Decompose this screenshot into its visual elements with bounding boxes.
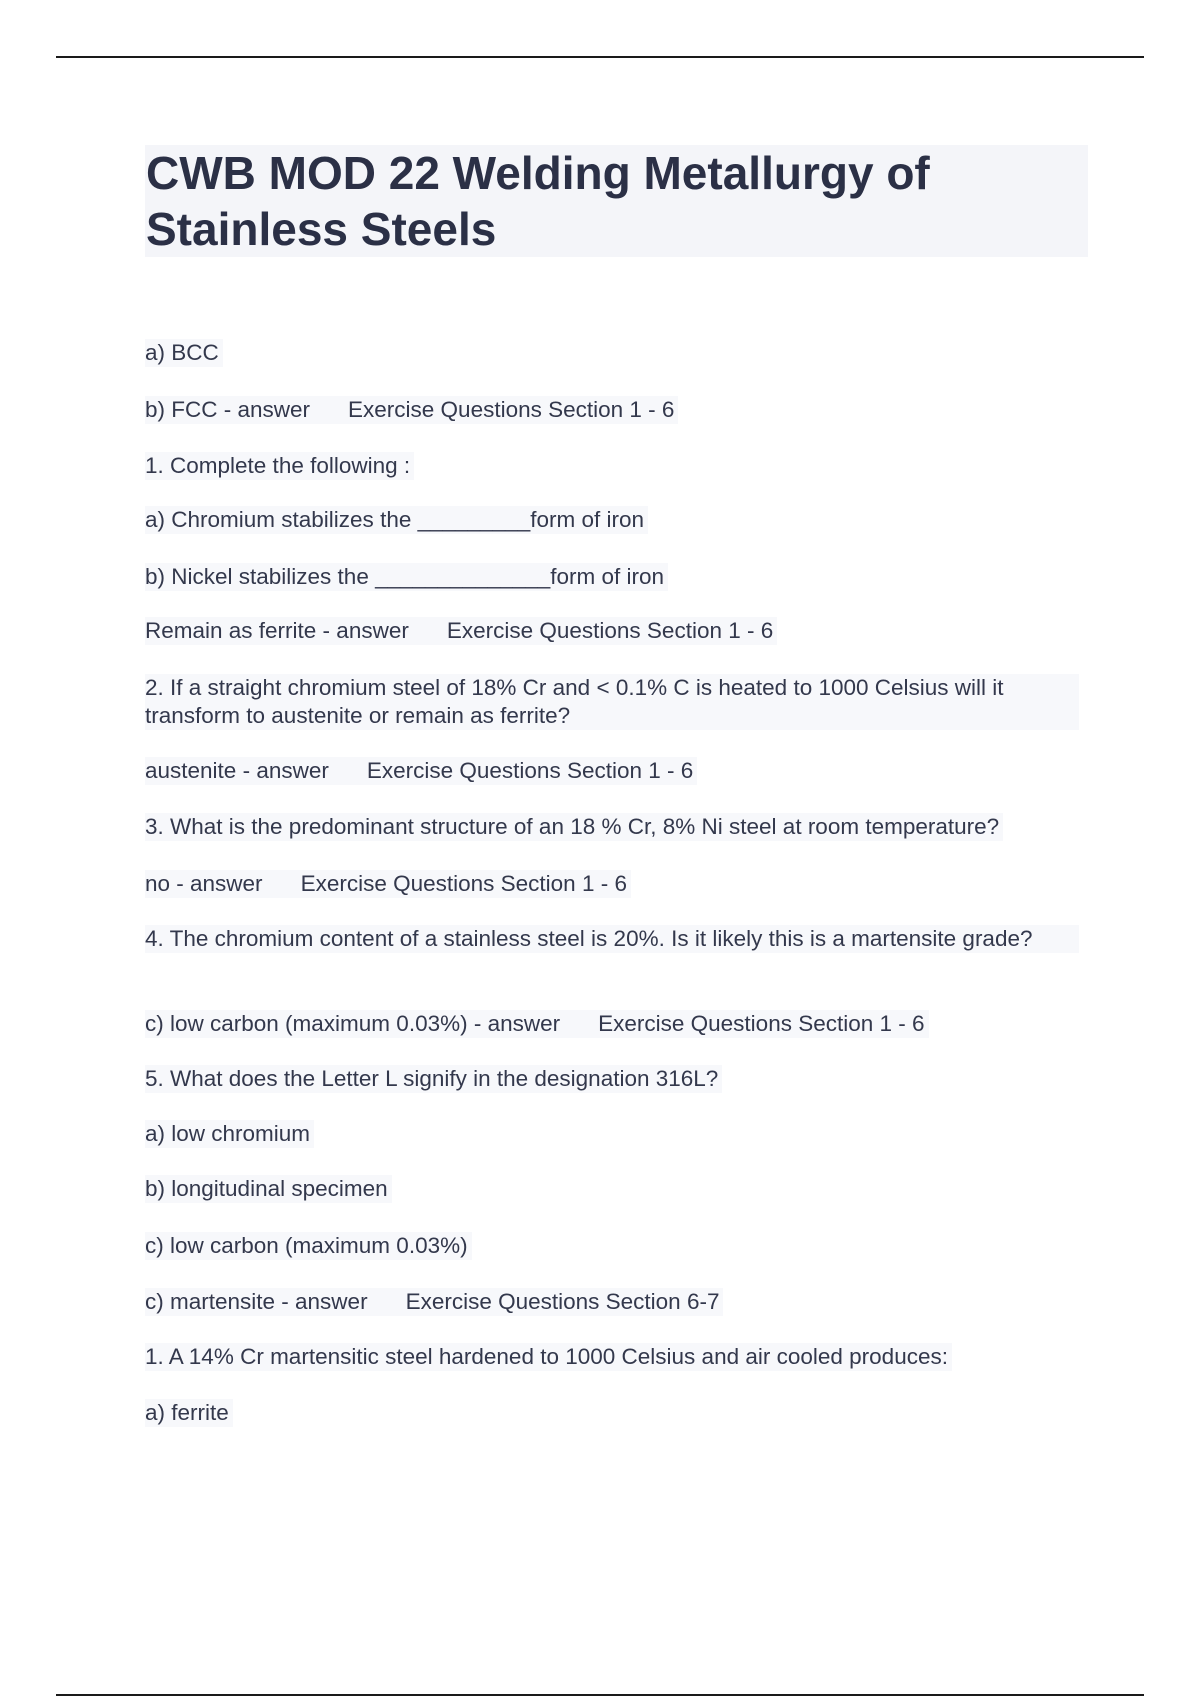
top-rule xyxy=(56,56,1144,58)
question-line: 2. If a straight chromium steel of 18% Cr and < 0.1% C is heated to 1000 Celsius will it transform to austenite or remain as ferrite? xyxy=(145,674,1079,730)
list-item: c) low carbon (maximum 0.03%) xyxy=(145,1232,472,1260)
question-line: 5. What does the Letter L signify in the designation 316L? xyxy=(145,1065,722,1093)
bottom-rule xyxy=(56,1694,1144,1696)
question-line: 1. Complete the following : xyxy=(145,452,414,480)
answer-text: Remain as ferrite - answer xyxy=(145,618,409,643)
answer-line xyxy=(145,1288,723,1316)
section-label: Exercise Questions Section 1 - 6 xyxy=(366,758,694,783)
answer-line xyxy=(145,396,678,424)
list-item: a) Chromium stabilizes the _________form of iron xyxy=(145,506,648,534)
section-label: Exercise Questions Section 1 - 6 xyxy=(348,397,675,422)
answer-line xyxy=(145,870,631,898)
answer-text: c) low carbon (maximum 0.03%) - answer xyxy=(145,1011,561,1036)
answer-text: no - answer xyxy=(145,871,263,896)
page-title: CWB MOD 22 Welding Metallurgy of Stainless Steels xyxy=(146,147,930,255)
list-item: a) ferrite xyxy=(145,1399,233,1427)
list-item: a) low chromium xyxy=(145,1120,314,1148)
section-label: Exercise Questions Section 1 - 6 xyxy=(598,1011,925,1036)
question-line: 3. What is the predominant structure of an 18 % Cr, 8% Ni steel at room temperature? xyxy=(145,813,1003,841)
section-label: Exercise Questions Section 6-7 xyxy=(405,1289,720,1314)
question-line: 1. A 14% Cr martensitic steel hardened to 1000 Celsius and air cooled produces: xyxy=(145,1343,952,1371)
list-item: b) longitudinal specimen xyxy=(145,1175,392,1203)
list-item: a) BCC xyxy=(145,339,223,367)
section-label: Exercise Questions Section 1 - 6 xyxy=(446,618,774,643)
answer-text: c) martensite - answer xyxy=(145,1289,368,1314)
title-block xyxy=(145,145,1088,257)
answer-line xyxy=(145,1010,929,1038)
answer-text: austenite - answer xyxy=(145,758,329,783)
section-label: Exercise Questions Section 1 - 6 xyxy=(300,871,627,896)
answer-line xyxy=(145,757,697,785)
list-item: b) Nickel stabilizes the ______________form of iron xyxy=(145,563,668,591)
answer-line xyxy=(145,617,777,645)
question-line: 4. The chromium content of a stainless steel is 20%. Is it likely this is a martensite grade? xyxy=(145,925,1079,953)
answer-text: b) FCC - answer xyxy=(145,397,311,422)
